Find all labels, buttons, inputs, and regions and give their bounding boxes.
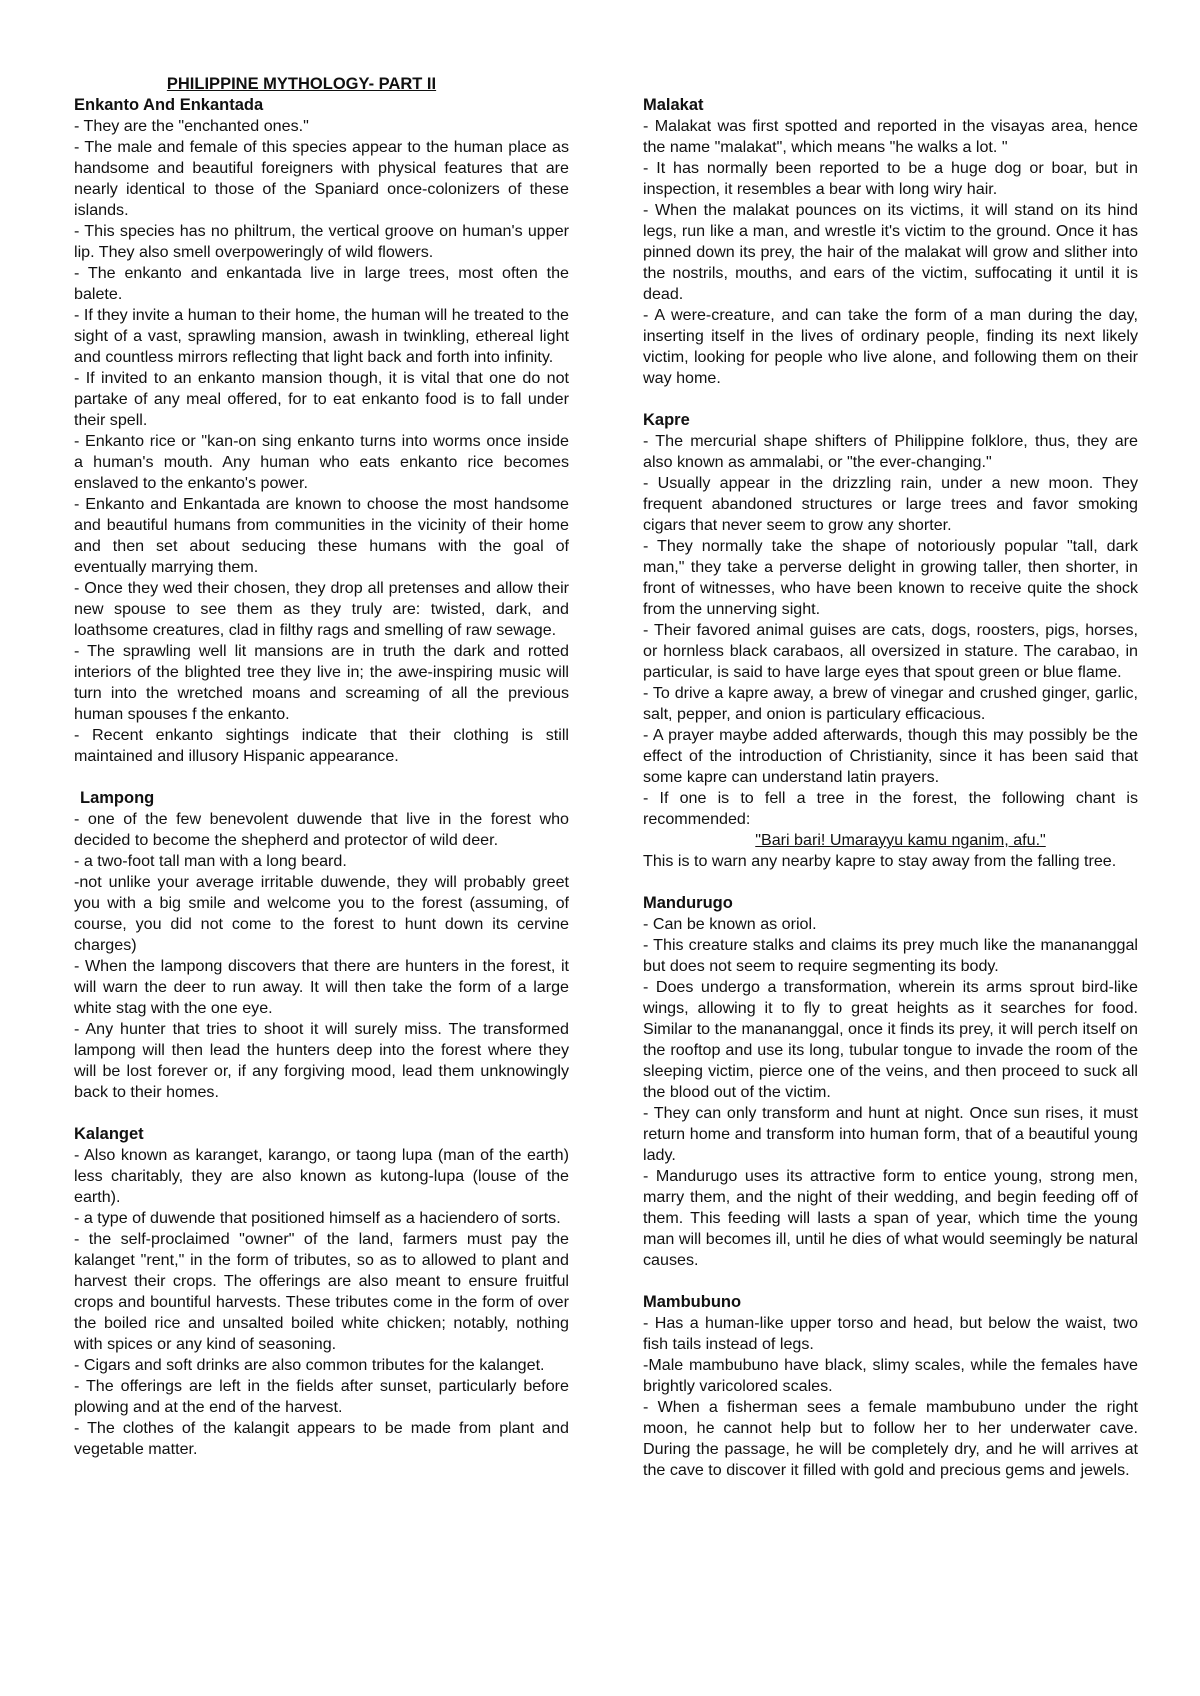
paragraph: - Also known as karanget, karango, or taong lupa (man of the earth) less charitably, they are also known as kutong-lupa (louse of the earth).	[74, 1146, 569, 1206]
section-kalanget	[74, 1124, 569, 1460]
paragraph: - A were-creature, and can take the form of a man during the day, inserting itself in the lives of ordinary people, finding its next likely victim, looking for people who live alone, and following them on their way home.	[643, 306, 1138, 387]
paragraph: - They can only transform and hunt at night. Once sun rises, it must return home and transform into human form, that of a beautiful young lady.	[643, 1104, 1138, 1164]
paragraph: - Once they wed their chosen, they drop all pretenses and allow their new spouse to see them as they truly are: twisted, dark, and loathsome creatures, clad in filthy rags and smelling of raw sewage.	[74, 579, 569, 639]
paragraph: - The enkanto and enkantada live in large trees, most often the balete.	[74, 264, 569, 303]
paragraph: - If they invite a human to their home, the human will he treated to the sight of a vast, sprawling mansion, awash in twinkling, ethereal light and countless mirrors reflecting that light back and forth into infinity.	[74, 306, 569, 366]
section-heading: Enkanto And Enkantada	[74, 96, 264, 114]
paragraph: - a two-foot tall man with a long beard.	[74, 852, 347, 870]
paragraph: - Mandurugo uses its attractive form to entice young, strong men, marry them, and the night of their wedding, and begin feeding off of them. This feeding will lasts a span of year, which time the young man will becomes ill, until he dies of what would seemingly be natural causes.	[643, 1167, 1138, 1269]
paragraph: -not unlike your average irritable duwende, they will probably greet you with a big smile and welcome you to the forest (assuming, of course, you did not come to the forest to hunt down its cervine charges)	[74, 873, 569, 954]
paragraph: - The offerings are left in the fields after sunset, particularly before plowing and at the end of the harvest.	[74, 1377, 569, 1416]
paragraph: - This creature stalks and claims its prey much like the manananggal but does not seem to require segmenting its body.	[643, 936, 1138, 975]
section-lampong	[74, 788, 569, 1103]
section-heading: Mambubuno	[643, 1293, 742, 1311]
paragraph: This is to warn any nearby kapre to stay away from the falling tree.	[643, 852, 1117, 870]
paragraph: - Does undergo a transformation, wherein its arms sprout bird-like wings, allowing it to fly to great heights as it searches for food. Similar to the manananggal, once it finds its prey, it will perch itself on the rooftop and use its long, tubular tongue to invade the room of the sleeping victim, pierce one of the veins, and then proceed to suck all the blood out of the victim.	[643, 978, 1138, 1101]
spacer	[643, 872, 1138, 893]
page-title: PHILIPPINE MYTHOLOGY- PART II	[166, 75, 437, 93]
paragraph: - To drive a kapre away, a brew of vinegar and crushed ginger, garlic, salt, pepper, and onion is particulary efficacious.	[643, 684, 1138, 723]
spacer	[74, 1103, 569, 1124]
paragraph: - It has normally been reported to be a huge dog or boar, but in inspection, it resembles a bear with long wiry hair.	[643, 159, 1138, 198]
spacer	[74, 767, 569, 788]
paragraph: - A prayer maybe added afterwards, though this may possibly be the effect of the introduction of Christianity, since it has been said that some kapre can understand latin prayers.	[643, 726, 1138, 786]
section-mambubuno	[643, 1292, 1138, 1481]
paragraph: - Has a human-like upper torso and head, but below the waist, two fish tails instead of legs.	[643, 1314, 1138, 1353]
paragraph: - The clothes of the kalangit appears to be made from plant and vegetable matter.	[74, 1419, 569, 1458]
paragraph: - Malakat was first spotted and reported in the visayas area, hence the name "malakat", which means "he walks a lot. "	[643, 117, 1138, 156]
paragraph: - When the lampong discovers that there are hunters in the forest, it will warn the deer to run away. It will then take the form of a large white stag with the one eye.	[74, 957, 569, 1017]
paragraph: - a type of duwende that positioned himself as a haciendero of sorts.	[74, 1209, 561, 1227]
section-heading: Kapre	[643, 411, 690, 429]
right-column	[643, 74, 1138, 1481]
section-heading: Mandurugo	[643, 894, 733, 912]
paragraph: - They normally take the shape of notoriously popular "tall, dark man," they take a perverse delight in growing taller, then shorter, in front of witnesses, who have been known to receive quite the shock from the unnerving sight.	[643, 537, 1138, 618]
paragraph: - The sprawling well lit mansions are in truth the dark and rotted interiors of the blighted tree they live in; the awe-inspiring music will turn into the wretched moans and screaming of all the previous human spouses f the enkanto.	[74, 642, 569, 723]
paragraph: - Recent enkanto sightings indicate that their clothing is still maintained and illusory Hispanic appearance.	[74, 726, 569, 765]
left-column	[74, 74, 569, 1460]
paragraph: - They are the "enchanted ones."	[74, 117, 309, 135]
paragraph: - the self-proclaimed "owner" of the land, farmers must pay the kalanget "rent," in the form of tributes, so as to allowed to plant and harvest their crops. The offerings are also meant to ensure fruitful crops and bountiful harvests. These tributes come in the form of over the boiled rice and unsalted boiled white chicken; notably, nothing with spices or any kind of seasoning.	[74, 1230, 569, 1353]
paragraph: - Enkanto and Enkantada are known to choose the most handsome and beautiful humans from communities in the vicinity of their home and then set about seducing these humans with the goal of eventually marrying them.	[74, 495, 569, 576]
paragraph: - Enkanto rice or "kan-on sing enkanto turns into worms once inside a human's mouth. Any human who eats enkanto rice becomes enslaved to the enkanto's power.	[74, 432, 569, 492]
paragraph: - If one is to fell a tree in the forest, the following chant is recommended:	[643, 789, 1138, 828]
spacer	[643, 389, 1138, 410]
paragraph: - If invited to an enkanto mansion though, it is vital that one do not partake of any meal offered, for to eat enkanto food is to fall under their spell.	[74, 369, 569, 429]
paragraph: - one of the few benevolent duwende that live in the forest who decided to become the shepherd and protector of wild deer.	[74, 810, 569, 849]
paragraph: - Usually appear in the drizzling rain, under a new moon. They frequent abandoned structures or large trees and favor smoking cigars that never seem to grow any shorter.	[643, 474, 1138, 534]
paragraph: - The male and female of this species appear to the human place as handsome and beautiful foreigners with physical features that are nearly identical to those of the Spaniard once-colonizers of these islands.	[74, 138, 569, 219]
paragraph: - When the malakat pounces on its victims, it will stand on its hind legs, run like a man, and wrestle it's victim to the ground. Once it has pinned down its prey, the hair of the malakat will grow and slither into the nostrils, mouths, and ears of the victim, suffocating it until it is dead.	[643, 201, 1138, 303]
paragraph: - The mercurial shape shifters of Philippine folklore, thus, they are also known as ammalabi, or "the ever-changing."	[643, 432, 1138, 471]
section-malakat	[643, 95, 1138, 389]
paragraph: - This species has no philtrum, the vertical groove on human's upper lip. They also smell overpoweringly of wild flowers.	[74, 222, 569, 261]
section-heading: Lampong	[80, 789, 155, 807]
paragraph: - Can be known as oriol.	[643, 915, 817, 933]
section-mandurugo	[643, 893, 1138, 1271]
spacer	[643, 1271, 1138, 1292]
section-heading: Kalanget	[74, 1125, 144, 1143]
paragraph: - Their favored animal guises are cats, dogs, roosters, pigs, horses, or hornless black carabaos, all oversized in stature. The carabao, in particular, is said to have large eyes that spout green or blue flame.	[643, 621, 1138, 681]
section-heading: Malakat	[643, 96, 704, 114]
paragraph: - Cigars and soft drinks are also common tributes for the kalanget.	[74, 1356, 545, 1374]
section-kapre	[643, 410, 1138, 872]
paragraph: - When a fisherman sees a female mambubuno under the right moon, he cannot help but to follow her to her underwater cave. During the passage, he will be completely dry, and he will arrives at the cave to discover it filled with gold and precious gems and jewels.	[643, 1398, 1138, 1479]
chant-text: "Bari bari! Umarayyu kamu nganim, afu."	[755, 831, 1046, 849]
paragraph: - Any hunter that tries to shoot it will surely miss. The transformed lampong will then lead the hunters deep into the forest where they will be lost forever or, if any forgiving mood, lead them unknowingly back to their homes.	[74, 1020, 569, 1101]
section-enkanto	[74, 95, 569, 767]
paragraph: -Male mambubuno have black, slimy scales, while the females have brightly varicolored scales.	[643, 1356, 1138, 1395]
